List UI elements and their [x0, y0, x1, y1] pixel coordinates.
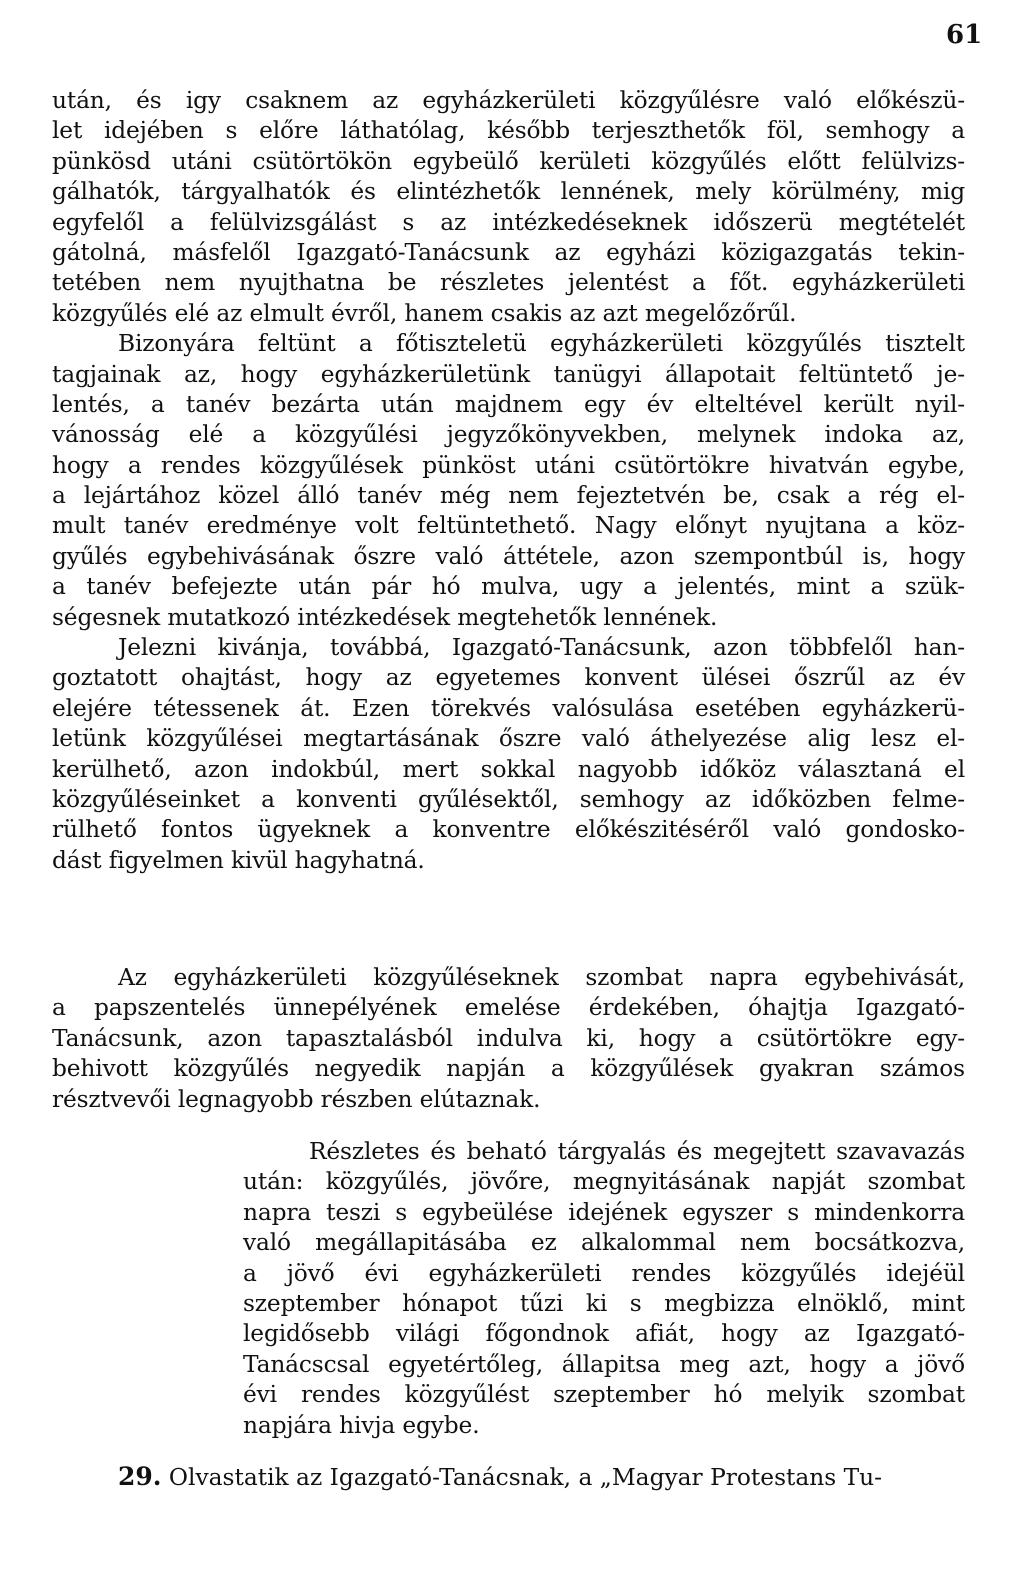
- text-line: tagjainak az, hogy egyházkerületünk tanügyi állapotait feltüntető je-: [52, 360, 965, 388]
- item-text: Olvastatik az Igazgató-Tanácsnak, a „Magyar Protestans Tu-: [168, 1464, 883, 1491]
- text-line: résztvevői legnagyobb részben elútaznak.: [52, 1085, 541, 1113]
- paragraph-3: [52, 633, 965, 876]
- text-line: legidősebb világi főgondnok afiát, hogy az Igazgató-: [243, 1320, 965, 1348]
- paragraph-1: [52, 86, 965, 329]
- text-line: goztatott ohajtást, hogy az egyetemes konvent ülései őszrűl az év: [52, 664, 965, 692]
- item-number: 29.: [118, 1462, 162, 1491]
- text-line: behivott közgyűlés negyedik napján a közgyűlések gyakran számos: [52, 1055, 965, 1083]
- text-line: letünk közgyűlései megtartásának őszre való áthelyezése alig lesz el-: [52, 725, 965, 753]
- text-line: elejére tétessenek át. Ezen törekvés valósulása esetében egyházkerü-: [52, 694, 965, 722]
- text-line: napjára hivja egybe.: [243, 1411, 480, 1439]
- text-line: szeptember hónapot tűzi ki s megbizza elnöklő, mint: [243, 1289, 965, 1317]
- text-line: Részletes és beható tárgyalás és megejtett szavavazás: [309, 1138, 965, 1165]
- text-line: Tanácsunk, azon tapasztalásból indulva ki, hogy a csütörtökre egy-: [52, 1024, 965, 1052]
- text-line: Az egyházkerületi közgyűléseknek szombat napra egybehivását,: [118, 964, 965, 991]
- text-line: Jelezni kivánja, továbbá, Igazgató-Tanácsunk, azon többfelől han-: [118, 634, 965, 662]
- text-line: a papszentelés ünnepélyének emelése érdekében, óhajtja Igazgató-: [52, 994, 965, 1022]
- text-line: a tanév befejezte után pár hó mulva, ugy a jelentés, mint a szük-: [52, 573, 965, 601]
- paragraph-2: [52, 329, 965, 633]
- text-line: hogy a rendes közgyűlések pünköst utáni csütörtökre hivatván egybe,: [52, 451, 965, 479]
- text-line: rülhető fontos ügyeknek a konventre előkészitéséről való gondosko-: [52, 816, 965, 844]
- text-line: után, és igy csaknem az egyházkerületi közgyűlésre való előkészü-: [52, 87, 965, 114]
- resolution-block: [243, 1137, 965, 1441]
- text-line: évi rendes közgyűlést szeptember hó melyik szombat: [243, 1381, 965, 1409]
- text-line: gálhatók, tárgyalhatók és elintézhetők lennének, mely körülmény, mig: [52, 178, 965, 206]
- paragraph-4-block: [52, 963, 965, 1115]
- text-line: mult tanév eredménye volt feltüntethető. Nagy előnyt nyujtana a köz-: [52, 512, 965, 540]
- text-line: gátolná, másfelől Igazgató-Tanácsunk az egyházi közigazgatás tekin-: [52, 238, 965, 266]
- paragraph-4: [52, 963, 965, 1115]
- text-line: közgyűlés elé az elmult évről, hanem csakis az azt megelőzőrűl.: [52, 299, 797, 327]
- text-line: Tanácscsal egyetértőleg, állapitsa meg azt, hogy a jövő: [243, 1350, 965, 1378]
- text-line: Bizonyára feltünt a főtiszteletü egyházkerületi közgyűlés tisztelt: [118, 330, 965, 358]
- main-text: [52, 86, 965, 876]
- resolution-paragraph: [243, 1137, 965, 1441]
- item-29-line: [52, 1462, 965, 1492]
- text-line: a lejártához közel álló tanév még nem fejeztetvén be, csak a rég el-: [52, 482, 965, 510]
- text-line: közgyűléseinket a konventi gyűlésektől, semhogy az időközben felme-: [52, 785, 965, 813]
- text-line: után: közgyűlés, jövőre, megnyitásának napját szombat: [243, 1168, 965, 1196]
- text-line: gyűlés egybehivásának őszre való áttétele, azon szempontbúl is, hogy: [52, 542, 965, 570]
- text-line: dást figyelmen kivül hagyhatná.: [52, 846, 425, 874]
- text-line: pünkösd utáni csütörtökön egybeülő kerületi közgyűlés előtt felülvizs-: [52, 147, 965, 175]
- text-line: ségesnek mutatkozó intézkedések megtehetők lennének.: [52, 603, 718, 631]
- text-line: vánosság elé a közgyűlési jegyzőkönyvekben, melynek indoka az,: [52, 421, 965, 449]
- text-line: való megállapitásába ez alkalommal nem bocsátkozva,: [243, 1229, 965, 1257]
- text-line: lentés, a tanév bezárta után majdnem egy év elteltével került nyil-: [52, 390, 965, 418]
- text-line: tetében nem nyujthatna be részletes jelentést a főt. egyházkerületi: [52, 269, 965, 297]
- text-line: kerülhető, azon indokbúl, mert sokkal nagyobb időköz választaná el: [52, 755, 965, 783]
- page-number: 61: [946, 20, 983, 50]
- text-line: let idejében s előre láthatólag, később terjeszthetők föl, semhogy a: [52, 117, 965, 145]
- text-line: egyfelől a felülvizsgálást s az intézkedéseknek időszerü megtételét: [52, 208, 965, 236]
- text-line: a jövő évi egyházkerületi rendes közgyűlés idejéül: [243, 1259, 965, 1287]
- text-line: napra teszi s egybeülése idejének egyszer s mindenkorra: [243, 1198, 965, 1226]
